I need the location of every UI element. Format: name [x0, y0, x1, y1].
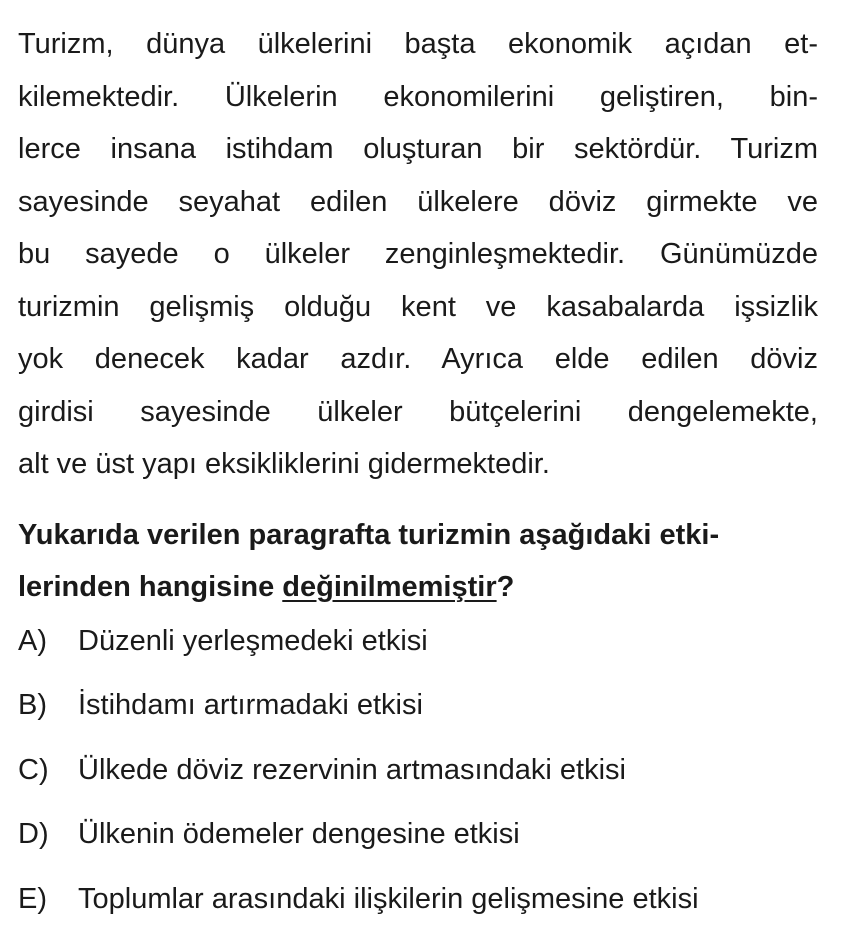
passage-line: sayesinde seyahat edilen ülkelere döviz girmekte ve	[18, 176, 818, 229]
passage-line: lerce insana istihdam oluşturan bir sektördür. Turizm	[18, 123, 818, 176]
option-letter: E)	[18, 879, 78, 919]
passage-line: Turizm, dünya ülkelerini başta ekonomik açıdan et-	[18, 18, 818, 71]
option-letter: D)	[18, 814, 78, 854]
answer-option-b[interactable]	[18, 685, 818, 750]
option-letter: A)	[18, 621, 78, 661]
passage-line: yok denecek kadar azdır. Ayrıca elde edilen döviz	[18, 333, 818, 386]
passage-line: alt ve üst yapı eksikliklerini gidermektedir.	[18, 438, 818, 491]
passage-line: turizmin gelişmiş olduğu kent ve kasabalarda işsizlik	[18, 281, 818, 334]
question-line	[18, 561, 818, 613]
option-text: Toplumlar arasındaki ilişkilerin gelişmesine etkisi	[78, 879, 818, 919]
answer-option-c[interactable]	[18, 750, 818, 815]
option-text: Ülkede döviz rezervinin artmasındaki etkisi	[78, 750, 818, 790]
passage-paragraph	[18, 18, 818, 491]
question-mark: ?	[497, 571, 515, 603]
passage-line: kilemektedir. Ülkelerin ekonomilerini geliştiren, bin-	[18, 71, 818, 124]
answer-option-a[interactable]	[18, 621, 818, 686]
question-page	[18, 18, 818, 943]
question-line-text: lerinden hangisine	[18, 571, 282, 603]
passage-line: girdisi sayesinde ülkeler bütçelerini dengelemekte,	[18, 386, 818, 439]
option-text: Düzenli yerleşmedeki etkisi	[78, 621, 818, 661]
option-letter: B)	[18, 685, 78, 725]
passage-line: bu sayede o ülkeler zenginleşmektedir. Günümüzde	[18, 228, 818, 281]
answer-option-e[interactable]	[18, 879, 818, 943]
option-letter: C)	[18, 750, 78, 790]
answer-option-d[interactable]	[18, 814, 818, 879]
question-line: Yukarıda verilen paragrafta turizmin aşağıdaki etki-	[18, 509, 818, 561]
underlined-keyword: değinilmemiştir	[282, 571, 496, 603]
option-text: İstihdamı artırmadaki etkisi	[78, 685, 818, 725]
option-text: Ülkenin ödemeler dengesine etkisi	[78, 814, 818, 854]
answer-options	[18, 621, 818, 943]
question-stem	[18, 509, 818, 613]
